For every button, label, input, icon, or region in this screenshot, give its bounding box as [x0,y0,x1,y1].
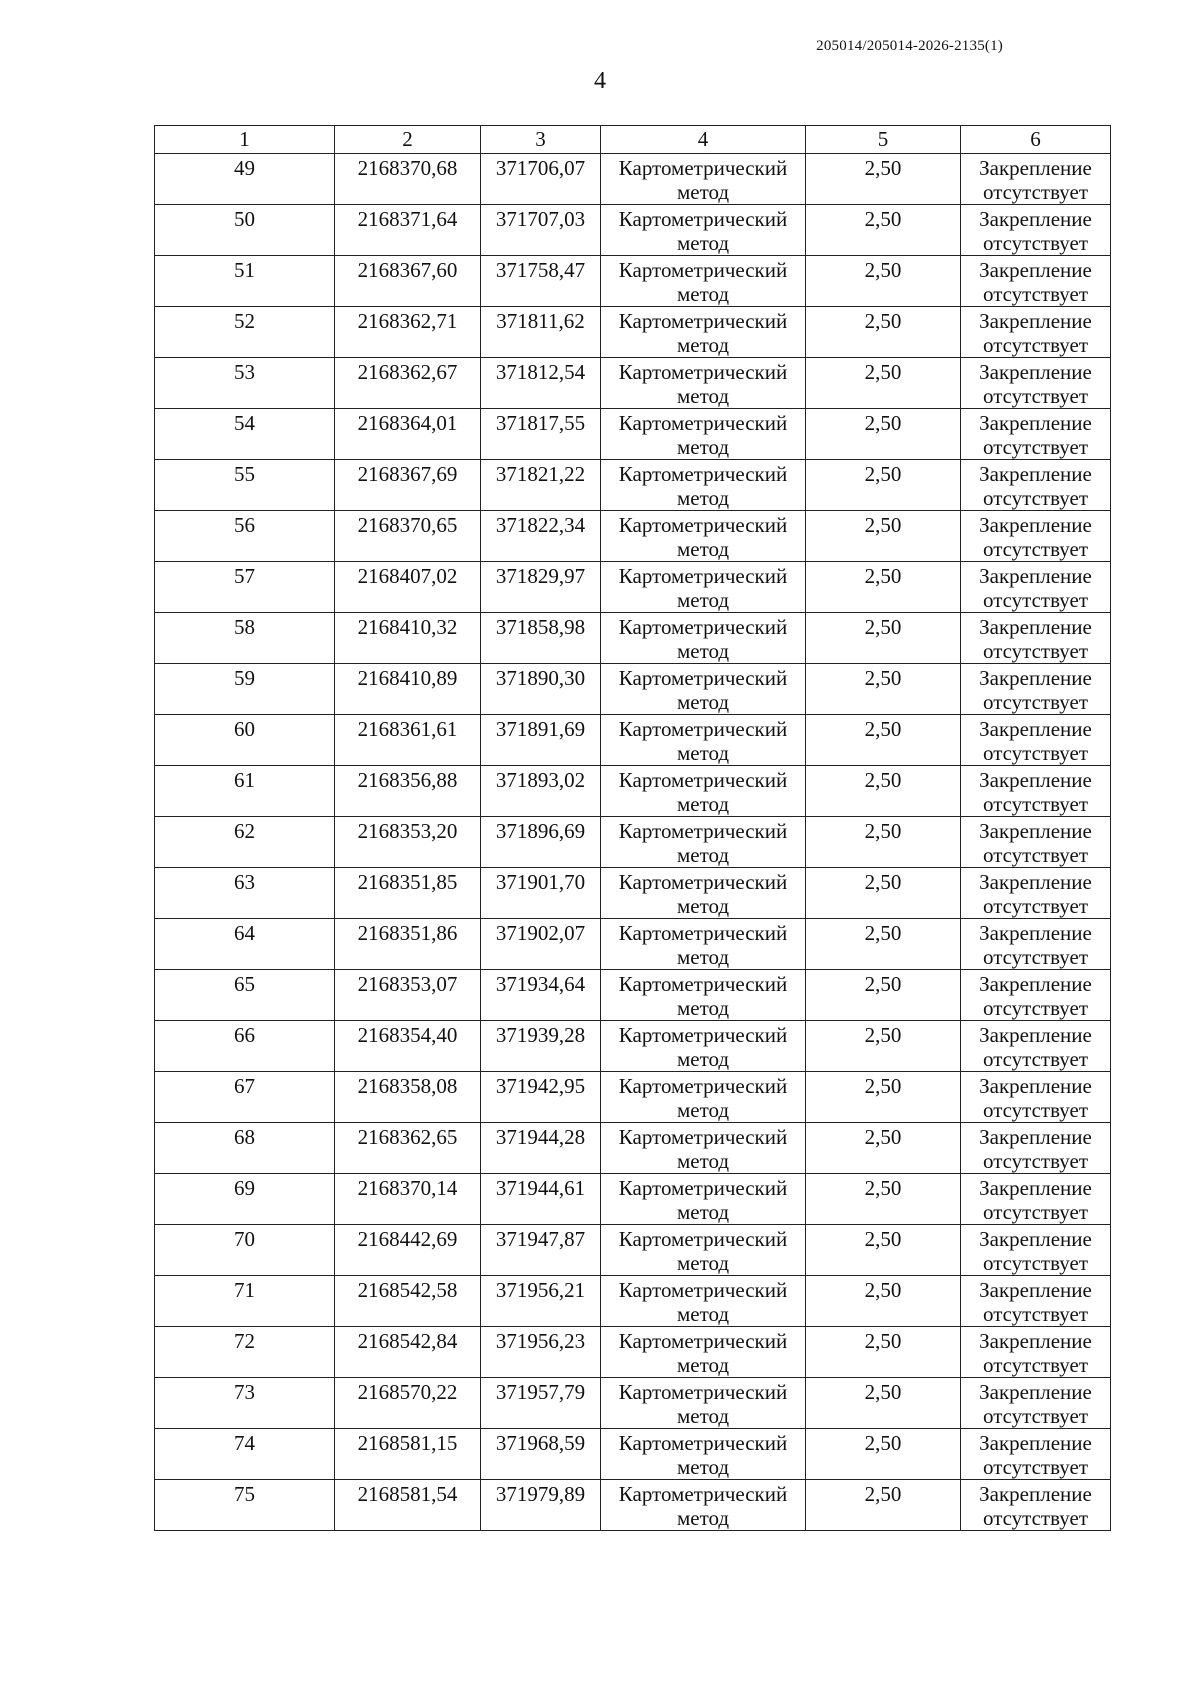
accuracy-cell: 2,50 [806,1174,961,1225]
x-coordinate-cell: 2168367,69 [335,460,481,511]
accuracy-cell: 2,50 [806,154,961,205]
accuracy-cell: 2,50 [806,409,961,460]
accuracy-cell: 2,50 [806,1276,961,1327]
x-coordinate-cell: 2168407,02 [335,562,481,613]
point-number-cell: 64 [155,919,335,970]
marking-cell: Закрепление отсутствует [961,1276,1111,1327]
method-cell: Картометрический метод [601,613,806,664]
accuracy-cell: 2,50 [806,1480,961,1531]
point-number-cell: 49 [155,154,335,205]
table-row [155,1429,1111,1480]
y-coordinate-cell: 371934,64 [481,970,601,1021]
x-coordinate-cell: 2168361,61 [335,715,481,766]
y-coordinate-cell: 371956,23 [481,1327,601,1378]
point-number-cell: 56 [155,511,335,562]
marking-cell: Закрепление отсутствует [961,1072,1111,1123]
marking-cell: Закрепление отсутствует [961,1429,1111,1480]
accuracy-cell: 2,50 [806,511,961,562]
marking-cell: Закрепление отсутствует [961,307,1111,358]
y-coordinate-cell: 371811,62 [481,307,601,358]
y-coordinate-cell: 371944,28 [481,1123,601,1174]
x-coordinate-cell: 2168351,85 [335,868,481,919]
accuracy-cell: 2,50 [806,1021,961,1072]
method-cell: Картометрический метод [601,256,806,307]
table-row [155,664,1111,715]
point-number-cell: 58 [155,613,335,664]
method-cell: Картометрический метод [601,1123,806,1174]
column-header: 3 [481,126,601,154]
marking-cell: Закрепление отсутствует [961,868,1111,919]
y-coordinate-cell: 371822,34 [481,511,601,562]
y-coordinate-cell: 371957,79 [481,1378,601,1429]
y-coordinate-cell: 371890,30 [481,664,601,715]
point-number-cell: 50 [155,205,335,256]
accuracy-cell: 2,50 [806,868,961,919]
method-cell: Картометрический метод [601,1327,806,1378]
marking-cell: Закрепление отсутствует [961,1225,1111,1276]
table-row [155,919,1111,970]
point-number-cell: 69 [155,1174,335,1225]
method-cell: Картометрический метод [601,511,806,562]
method-cell: Картометрический метод [601,1021,806,1072]
point-number-cell: 73 [155,1378,335,1429]
x-coordinate-cell: 2168364,01 [335,409,481,460]
table-row [155,715,1111,766]
table-row [155,1225,1111,1276]
marking-cell: Закрепление отсутствует [961,1021,1111,1072]
point-number-cell: 57 [155,562,335,613]
table-row [155,307,1111,358]
table-row [155,1276,1111,1327]
x-coordinate-cell: 2168358,08 [335,1072,481,1123]
table-row [155,613,1111,664]
method-cell: Картометрический метод [601,205,806,256]
x-coordinate-cell: 2168362,67 [335,358,481,409]
y-coordinate-cell: 371939,28 [481,1021,601,1072]
marking-cell: Закрепление отсутствует [961,664,1111,715]
accuracy-cell: 2,50 [806,817,961,868]
point-number-cell: 67 [155,1072,335,1123]
point-number-cell: 63 [155,868,335,919]
marking-cell: Закрепление отсутствует [961,817,1111,868]
method-cell: Картометрический метод [601,766,806,817]
y-coordinate-cell: 371893,02 [481,766,601,817]
point-number-cell: 65 [155,970,335,1021]
x-coordinate-cell: 2168371,64 [335,205,481,256]
column-header: 2 [335,126,481,154]
y-coordinate-cell: 371891,69 [481,715,601,766]
table-row [155,970,1111,1021]
table-row [155,1327,1111,1378]
y-coordinate-cell: 371956,21 [481,1276,601,1327]
x-coordinate-cell: 2168410,32 [335,613,481,664]
accuracy-cell: 2,50 [806,766,961,817]
accuracy-cell: 2,50 [806,460,961,511]
accuracy-cell: 2,50 [806,1378,961,1429]
table-row [155,256,1111,307]
table-row [155,1123,1111,1174]
y-coordinate-cell: 371858,98 [481,613,601,664]
marking-cell: Закрепление отсутствует [961,919,1111,970]
marking-cell: Закрепление отсутствует [961,1327,1111,1378]
table-row [155,766,1111,817]
point-number-cell: 75 [155,1480,335,1531]
method-cell: Картометрический метод [601,1174,806,1225]
x-coordinate-cell: 2168410,89 [335,664,481,715]
method-cell: Картометрический метод [601,1072,806,1123]
marking-cell: Закрепление отсутствует [961,409,1111,460]
x-coordinate-cell: 2168362,71 [335,307,481,358]
accuracy-cell: 2,50 [806,664,961,715]
table-row [155,1021,1111,1072]
x-coordinate-cell: 2168370,14 [335,1174,481,1225]
marking-cell: Закрепление отсутствует [961,358,1111,409]
column-header: 1 [155,126,335,154]
accuracy-cell: 2,50 [806,1072,961,1123]
accuracy-cell: 2,50 [806,1225,961,1276]
marking-cell: Закрепление отсутствует [961,613,1111,664]
x-coordinate-cell: 2168570,22 [335,1378,481,1429]
point-number-cell: 54 [155,409,335,460]
x-coordinate-cell: 2168442,69 [335,1225,481,1276]
accuracy-cell: 2,50 [806,613,961,664]
point-number-cell: 60 [155,715,335,766]
x-coordinate-cell: 2168351,86 [335,919,481,970]
point-number-cell: 66 [155,1021,335,1072]
marking-cell: Закрепление отсутствует [961,205,1111,256]
column-header: 4 [601,126,806,154]
x-coordinate-cell: 2168370,65 [335,511,481,562]
point-number-cell: 59 [155,664,335,715]
x-coordinate-cell: 2168353,07 [335,970,481,1021]
table-header-row [155,126,1111,154]
marking-cell: Закрепление отсутствует [961,256,1111,307]
y-coordinate-cell: 371942,95 [481,1072,601,1123]
table-row [155,868,1111,919]
marking-cell: Закрепление отсутствует [961,1480,1111,1531]
point-number-cell: 74 [155,1429,335,1480]
method-cell: Картометрический метод [601,970,806,1021]
y-coordinate-cell: 371944,61 [481,1174,601,1225]
table-row [155,1378,1111,1429]
accuracy-cell: 2,50 [806,256,961,307]
coordinates-table [154,125,1111,1531]
x-coordinate-cell: 2168356,88 [335,766,481,817]
marking-cell: Закрепление отсутствует [961,511,1111,562]
y-coordinate-cell: 371812,54 [481,358,601,409]
marking-cell: Закрепление отсутствует [961,1174,1111,1225]
column-header: 5 [806,126,961,154]
accuracy-cell: 2,50 [806,205,961,256]
y-coordinate-cell: 371821,22 [481,460,601,511]
marking-cell: Закрепление отсутствует [961,1378,1111,1429]
x-coordinate-cell: 2168581,15 [335,1429,481,1480]
point-number-cell: 55 [155,460,335,511]
method-cell: Картометрический метод [601,1225,806,1276]
accuracy-cell: 2,50 [806,1327,961,1378]
x-coordinate-cell: 2168542,58 [335,1276,481,1327]
x-coordinate-cell: 2168362,65 [335,1123,481,1174]
x-coordinate-cell: 2168542,84 [335,1327,481,1378]
y-coordinate-cell: 371706,07 [481,154,601,205]
point-number-cell: 70 [155,1225,335,1276]
y-coordinate-cell: 371758,47 [481,256,601,307]
x-coordinate-cell: 2168354,40 [335,1021,481,1072]
point-number-cell: 53 [155,358,335,409]
y-coordinate-cell: 371947,87 [481,1225,601,1276]
document-id: 205014/205014-2026-2135(1) [816,38,1003,54]
marking-cell: Закрепление отсутствует [961,766,1111,817]
method-cell: Картометрический метод [601,358,806,409]
method-cell: Картометрический метод [601,409,806,460]
table-row [155,154,1111,205]
point-number-cell: 61 [155,766,335,817]
method-cell: Картометрический метод [601,1378,806,1429]
marking-cell: Закрепление отсутствует [961,460,1111,511]
point-number-cell: 71 [155,1276,335,1327]
marking-cell: Закрепление отсутствует [961,1123,1111,1174]
page-number: 4 [594,68,606,94]
method-cell: Картометрический метод [601,154,806,205]
method-cell: Картометрический метод [601,1276,806,1327]
marking-cell: Закрепление отсутствует [961,970,1111,1021]
x-coordinate-cell: 2168370,68 [335,154,481,205]
method-cell: Картометрический метод [601,868,806,919]
point-number-cell: 52 [155,307,335,358]
point-number-cell: 68 [155,1123,335,1174]
y-coordinate-cell: 371968,59 [481,1429,601,1480]
x-coordinate-cell: 2168367,60 [335,256,481,307]
method-cell: Картометрический метод [601,307,806,358]
method-cell: Картометрический метод [601,919,806,970]
method-cell: Картометрический метод [601,817,806,868]
table-row [155,1480,1111,1531]
accuracy-cell: 2,50 [806,307,961,358]
accuracy-cell: 2,50 [806,715,961,766]
method-cell: Картометрический метод [601,1429,806,1480]
table-row [155,358,1111,409]
y-coordinate-cell: 371707,03 [481,205,601,256]
accuracy-cell: 2,50 [806,358,961,409]
method-cell: Картометрический метод [601,664,806,715]
y-coordinate-cell: 371829,97 [481,562,601,613]
y-coordinate-cell: 371817,55 [481,409,601,460]
y-coordinate-cell: 371901,70 [481,868,601,919]
table-row [155,511,1111,562]
method-cell: Картометрический метод [601,1480,806,1531]
table-row [155,205,1111,256]
accuracy-cell: 2,50 [806,562,961,613]
table-row [155,562,1111,613]
point-number-cell: 62 [155,817,335,868]
marking-cell: Закрепление отсутствует [961,562,1111,613]
table-row [155,409,1111,460]
y-coordinate-cell: 371902,07 [481,919,601,970]
x-coordinate-cell: 2168581,54 [335,1480,481,1531]
method-cell: Картометрический метод [601,715,806,766]
point-number-cell: 72 [155,1327,335,1378]
table-body [155,154,1111,1531]
y-coordinate-cell: 371979,89 [481,1480,601,1531]
accuracy-cell: 2,50 [806,919,961,970]
column-header: 6 [961,126,1111,154]
accuracy-cell: 2,50 [806,1429,961,1480]
point-number-cell: 51 [155,256,335,307]
accuracy-cell: 2,50 [806,970,961,1021]
method-cell: Картометрический метод [601,460,806,511]
marking-cell: Закрепление отсутствует [961,154,1111,205]
table-row [155,460,1111,511]
y-coordinate-cell: 371896,69 [481,817,601,868]
table-row [155,1072,1111,1123]
accuracy-cell: 2,50 [806,1123,961,1174]
x-coordinate-cell: 2168353,20 [335,817,481,868]
marking-cell: Закрепление отсутствует [961,715,1111,766]
table-row [155,1174,1111,1225]
table-row [155,817,1111,868]
method-cell: Картометрический метод [601,562,806,613]
